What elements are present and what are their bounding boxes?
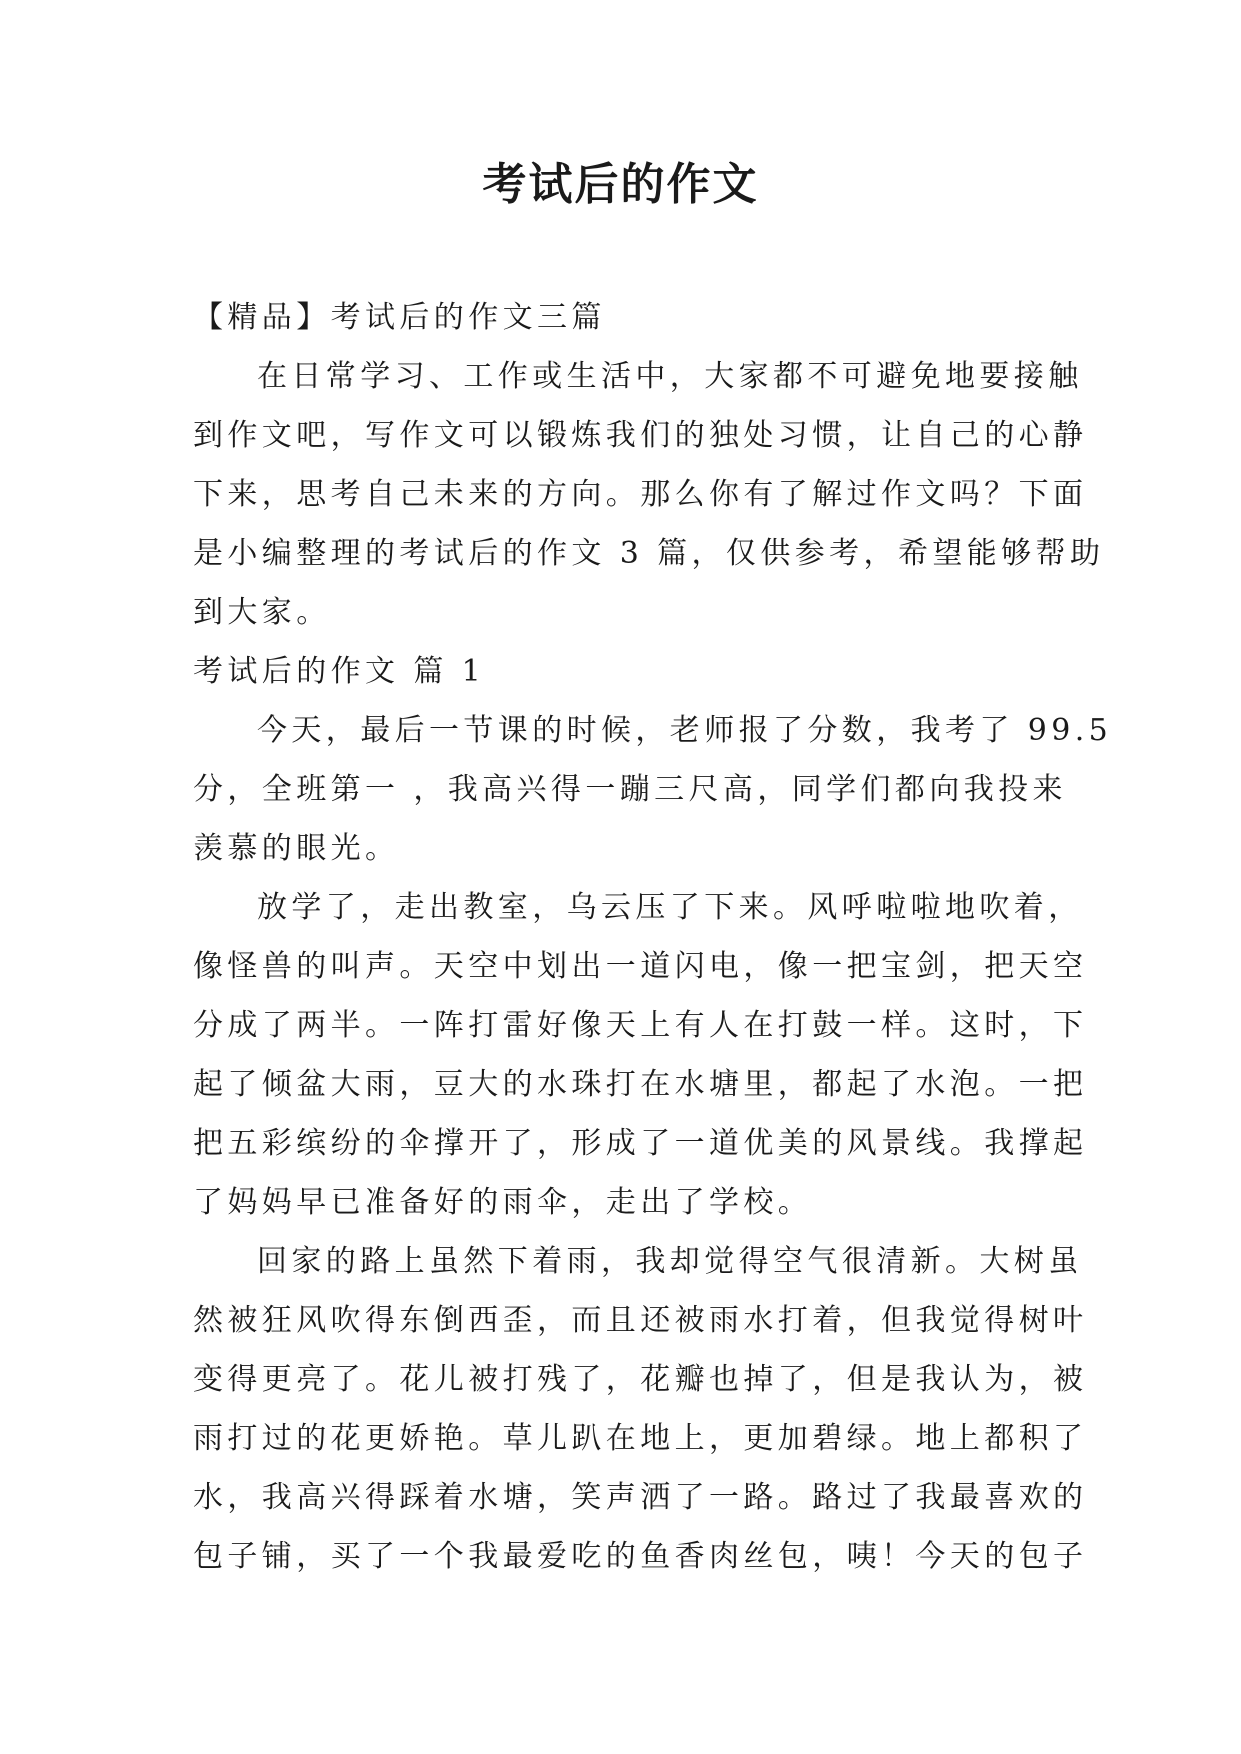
paragraph-line: 到作文吧，写作文可以锻炼我们的独处习惯，让自己的心静 <box>193 418 1088 453</box>
paragraph-line: 像怪兽的叫声。天空中划出一道闪电，像一把宝剑，把天空 <box>193 949 1088 984</box>
section-heading: 考试后的作文 篇 1 <box>193 654 486 689</box>
document-title: 考试后的作文 <box>482 159 759 210</box>
paragraph-line: 羡慕的眼光。 <box>193 831 400 866</box>
paragraph-line: 变得更亮了。花儿被打残了，花瓣也掉了，但是我认为，被 <box>193 1362 1088 1397</box>
paragraph-line: 放学了，走出教室，乌云压了下来。风呼啦啦地吹着， <box>257 890 1083 925</box>
paragraph-line: 然被狂风吹得东倒西歪，而且还被雨水打着，但我觉得树叶 <box>193 1303 1088 1338</box>
paragraph-line: 水，我高兴得踩着水塘，笑声洒了一路。路过了我最喜欢的 <box>193 1480 1088 1515</box>
paragraph-line: 把五彩缤纷的伞撑开了，形成了一道优美的风景线。我撑起 <box>193 1126 1088 1161</box>
doc-heading-line: 【精品】考试后的作文三篇 <box>193 300 606 335</box>
paragraph-line: 是小编整理的考试后的作文 3 篇，仅供参考，希望能够帮助 <box>193 536 1105 571</box>
paragraph-line: 今天，最后一节课的时候，老师报了分数，我考了 99.5 <box>257 713 1113 748</box>
paragraph-line: 包子铺，买了一个我最爱吃的鱼香肉丝包，咦！今天的包子 <box>193 1539 1088 1574</box>
document-body <box>193 288 1113 1586</box>
paragraph-line: 在日常学习、工作或生活中，大家都不可避免地要接触 <box>257 359 1083 394</box>
paragraph-line: 回家的路上虽然下着雨，我却觉得空气很清新。大树虽 <box>257 1244 1083 1279</box>
paragraph-line: 了妈妈早已准备好的雨伞，走出了学校。 <box>193 1185 813 1220</box>
paragraph-line: 下来，思考自己未来的方向。那么你有了解过作文吗？下面 <box>193 477 1088 512</box>
paragraph-line: 雨打过的花更娇艳。草儿趴在地上，更加碧绿。地上都积了 <box>193 1421 1088 1456</box>
paragraph-line: 起了倾盆大雨，豆大的水珠打在水塘里，都起了水泡。一把 <box>193 1067 1088 1102</box>
paragraph-line: 分成了两半。一阵打雷好像天上有人在打鼓一样。这时，下 <box>193 1008 1088 1043</box>
paragraph-line: 到大家。 <box>193 595 331 630</box>
paragraph-line: 分，全班第一 ，我高兴得一蹦三尺高，同学们都向我投来 <box>193 772 1067 807</box>
